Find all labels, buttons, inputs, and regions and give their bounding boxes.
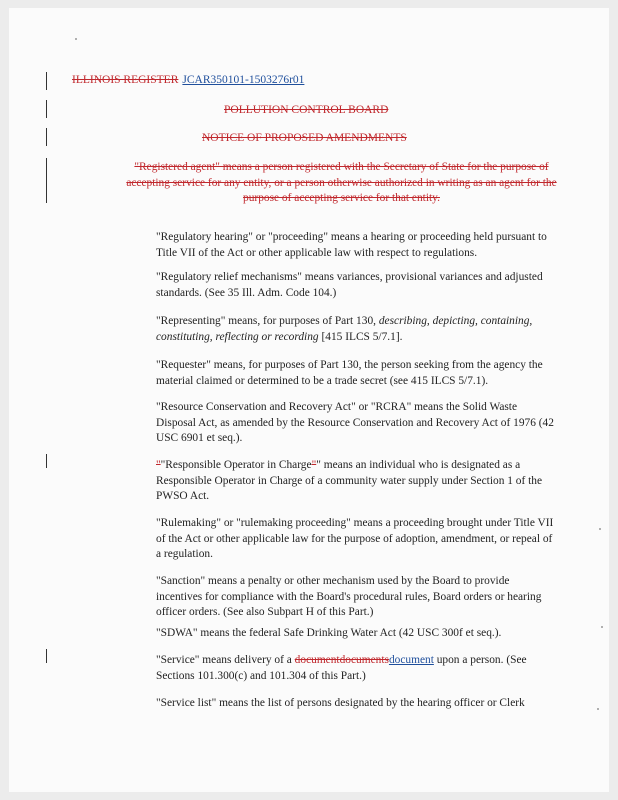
document-page [9, 8, 609, 792]
definition-text: "Service list" means the list of persons designated by the hearing officer or Clerk [156, 697, 525, 709]
definition-text [156, 458, 556, 505]
definition-text: "Regulatory hearing" or "proceeding" means a hearing or proceeding held pursuant to Title VII of the Act or other applicable law with respect to regulations. [156, 231, 547, 259]
deleted-quote: " [311, 459, 317, 471]
scan-speck [599, 528, 601, 530]
change-bar [46, 649, 47, 663]
text-run: upon a person. (See Sections 101.300(c) and 101.304 of this Part.) [156, 654, 527, 682]
definition-requester [156, 358, 556, 389]
scan-speck [601, 626, 603, 628]
definition-text: "Regulatory relief mechanisms" means variances, provisional variances and adjusted standards. (See 35 Ill. Adm. Code 104.) [156, 271, 543, 299]
definition-responsible-operator [156, 458, 556, 505]
statutory-italic-text: describing, depicting, containing, constituting, reflecting or recording [156, 315, 533, 343]
change-bar [46, 454, 47, 468]
register-header [72, 74, 304, 86]
definition-rulemaking [156, 516, 556, 563]
definition-service-list [156, 696, 556, 712]
definition-regulatory-relief [156, 270, 556, 301]
definition-text: "Sanction" means a penalty or other mechanism used by the Board to provide incentives for compliance with the Board's procedural rules, Board orders or hearing officer orders. (See also Subpart H of this Part.) [156, 575, 542, 618]
definition-service [156, 653, 556, 684]
notice-heading: NOTICE OF PROPOSED AMENDMENTS [202, 132, 407, 144]
deleted-registered-agent-definition: "Registered agent" means a person registered with the Secretary of State for the purpose of accepting service for any entity, or a person otherwise authorized in writing as an agent for the purpose of accepting service for that entity. [126, 161, 557, 204]
definition-text [156, 314, 556, 345]
inserted-jcar-code: JCAR350101-1503276r01 [182, 74, 305, 86]
text-run: "Responsible Operator in Charge [160, 459, 312, 471]
scan-speck [75, 38, 77, 40]
definition-rcra [156, 400, 556, 447]
change-bar [46, 100, 47, 118]
definition-text [156, 653, 556, 684]
definition-text: "Rulemaking" or "rulemaking proceeding" means a proceeding brought under Title VII of the Act or other applicable law for the purpose of adoption, amendment, or repeal of a regulation. [156, 517, 554, 560]
board-heading: POLLUTION CONTROL BOARD [224, 104, 389, 116]
definition-text: "SDWA" means the federal Safe Drinking Water Act (42 USC 300f et seq.). [156, 627, 502, 639]
text-run: "Service" means delivery of a [156, 654, 295, 666]
change-bar [46, 128, 47, 146]
scan-speck [597, 708, 599, 710]
definition-text: "Requester" means, for purposes of Part 130, the person seeking from the agency the material claimed or determined to be a trade secret (see 415 ILCS 5/7.1). [156, 359, 543, 387]
text-run: " means an individual who is designated as a Responsible Operator in Charge of a community water supply under Section 1 of the PWSO Act. [156, 459, 543, 502]
definition-regulatory-hearing [156, 230, 556, 261]
definition-sanction [156, 574, 556, 621]
inserted-word: document [388, 654, 434, 666]
change-bar [46, 158, 47, 203]
deleted-register-title: ILLINOIS REGISTER [72, 74, 179, 86]
definition-sdwa [156, 626, 556, 642]
definition-representing [156, 314, 556, 345]
deleted-quote: " [156, 459, 161, 471]
text-run: [415 ILCS 5/7.1]. [318, 330, 403, 343]
text-run: "Representing" means, for purposes of Part 130, [156, 315, 379, 327]
definition-text: "Resource Conservation and Recovery Act" or "RCRA" means the Solid Waste Disposal Act, as amended by the Resource Conservation and Recovery Act of 1976 (42 USC 6901 et seq.). [156, 401, 554, 444]
change-bar [46, 72, 47, 90]
deleted-word: documentdocuments [294, 654, 389, 666]
